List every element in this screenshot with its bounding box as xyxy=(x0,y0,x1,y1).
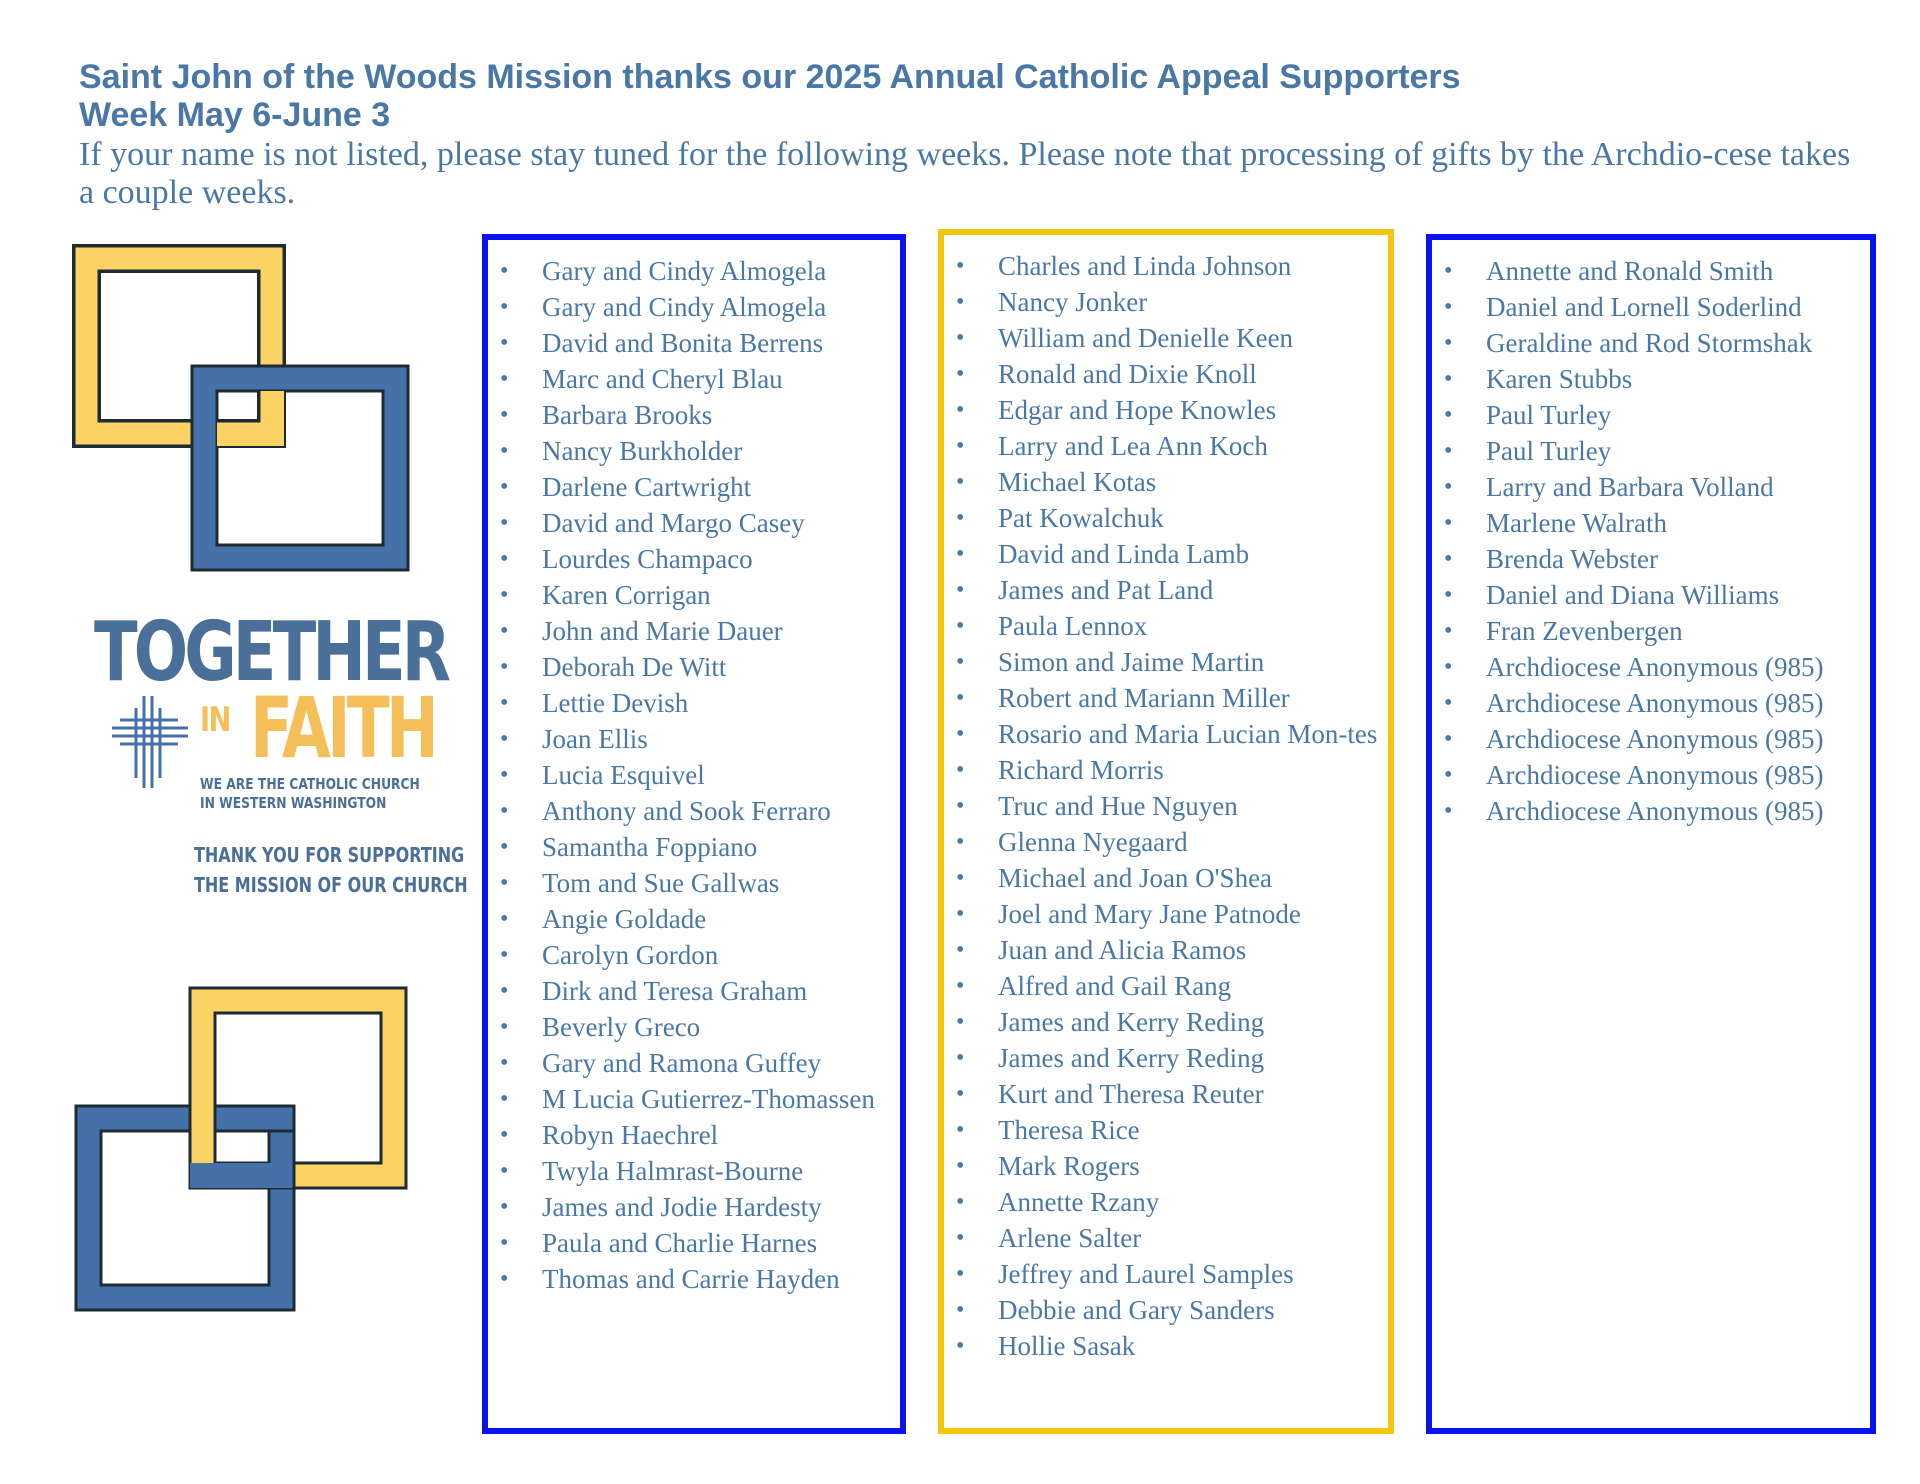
logo-thanks-line2: THE MISSION OF OUR CHURCH xyxy=(194,873,468,897)
supporter-name: • Michael Kotas xyxy=(944,467,1378,497)
supporter-name: • Marlene Walrath xyxy=(1432,508,1860,538)
logo-thanks-line1: THANK YOU FOR SUPPORTING xyxy=(194,843,465,867)
supporter-name: • Gary and Cindy Almogela xyxy=(488,292,890,322)
supporter-name: • Geraldine and Rod Stormshak xyxy=(1432,328,1860,358)
logo-faith: FAITH xyxy=(250,679,435,777)
supporter-name: • Arlene Salter xyxy=(944,1223,1378,1253)
supporter-name: • Joel and Mary Jane Patnode xyxy=(944,899,1378,929)
supporters-column-3 xyxy=(1426,234,1876,1434)
supporter-name: • Carolyn Gordon xyxy=(488,940,890,970)
supporter-name: • Daniel and Diana Williams xyxy=(1432,580,1860,610)
supporter-name: • Robyn Haechrel xyxy=(488,1120,890,1150)
supporter-name: • Debbie and Gary Sanders xyxy=(944,1295,1378,1325)
supporter-name: • Paul Turley xyxy=(1432,400,1860,430)
supporter-name: • Paula Lennox xyxy=(944,611,1378,641)
supporter-name: • Fran Zevenbergen xyxy=(1432,616,1860,646)
supporter-name: • Rosario and Maria Lucian Mon-tes xyxy=(944,719,1378,749)
supporter-name: • Samantha Foppiano xyxy=(488,832,890,862)
supporter-name: • Hollie Sasak xyxy=(944,1331,1378,1361)
supporters-list-3 xyxy=(1432,256,1860,826)
logo-thanks xyxy=(194,840,468,900)
supporter-name: • Tom and Sue Gallwas xyxy=(488,868,890,898)
supporter-name: • Lucia Esquivel xyxy=(488,760,890,790)
supporters-column-2 xyxy=(938,229,1394,1434)
interlocking-squares-bottom-icon xyxy=(72,984,422,1324)
supporter-name: • Annette Rzany xyxy=(944,1187,1378,1217)
supporter-name: • Mark Rogers xyxy=(944,1151,1378,1181)
supporter-name: • Anthony and Sook Ferraro xyxy=(488,796,890,826)
supporters-column-1 xyxy=(482,234,906,1434)
page-header xyxy=(79,58,1869,212)
intro-text: If your name is not listed, please stay tuned for the following weeks. Please note that processing of gifts by the Archdio-cese takes a couple weeks. xyxy=(79,136,1851,211)
supporter-name: • Paula and Charlie Harnes xyxy=(488,1228,890,1258)
supporter-name: • David and Margo Casey xyxy=(488,508,890,538)
logo-in: IN xyxy=(200,700,230,740)
supporter-name: • Larry and Lea Ann Koch xyxy=(944,431,1378,461)
supporter-name: • Kurt and Theresa Reuter xyxy=(944,1079,1378,1109)
supporter-name: • Simon and Jaime Martin xyxy=(944,647,1378,677)
supporter-name: • James and Kerry Reding xyxy=(944,1043,1378,1073)
supporter-name: • David and Bonita Berrens xyxy=(488,328,890,358)
supporter-name: • Brenda Webster xyxy=(1432,544,1860,574)
supporter-name: • Karen Corrigan xyxy=(488,580,890,610)
supporter-name: • Lettie Devish xyxy=(488,688,890,718)
supporter-name: • Gary and Ramona Guffey xyxy=(488,1048,890,1078)
supporter-name: • Angie Goldade xyxy=(488,904,890,934)
supporter-name: • James and Jodie Hardesty xyxy=(488,1192,890,1222)
supporter-name: • Ronald and Dixie Knoll xyxy=(944,359,1378,389)
supporter-name: • Archdiocese Anonymous (985) xyxy=(1432,652,1860,682)
supporter-name: • Theresa Rice xyxy=(944,1115,1378,1145)
supporter-name: • Beverly Greco xyxy=(488,1012,890,1042)
supporters-list-1 xyxy=(488,256,890,1294)
supporter-name: • Joan Ellis xyxy=(488,724,890,754)
supporter-name: • Truc and Hue Nguyen xyxy=(944,791,1378,821)
supporter-name: • Karen Stubbs xyxy=(1432,364,1860,394)
supporter-name: • Lourdes Champaco xyxy=(488,544,890,574)
logo-tagline xyxy=(200,775,420,813)
supporter-name: • Annette and Ronald Smith xyxy=(1432,256,1860,286)
cross-icon xyxy=(110,694,190,790)
supporter-name: • Darlene Cartwright xyxy=(488,472,890,502)
supporter-name: • Thomas and Carrie Hayden xyxy=(488,1264,890,1294)
supporters-list-2 xyxy=(944,251,1378,1361)
supporter-name: • Robert and Mariann Miller xyxy=(944,683,1378,713)
supporter-name: • Alfred and Gail Rang xyxy=(944,971,1378,1001)
supporter-name: • David and Linda Lamb xyxy=(944,539,1378,569)
supporter-name: • Larry and Barbara Volland xyxy=(1432,472,1860,502)
supporter-name: • Paul Turley xyxy=(1432,436,1860,466)
supporter-name: • Jeffrey and Laurel Samples xyxy=(944,1259,1378,1289)
supporter-name: • Barbara Brooks xyxy=(488,400,890,430)
supporter-name: • James and Kerry Reding xyxy=(944,1007,1378,1037)
supporter-name: • Daniel and Lornell Soderlind xyxy=(1432,292,1860,322)
supporter-name: • Archdiocese Anonymous (985) xyxy=(1432,688,1860,718)
logo-together: TOGETHER xyxy=(94,605,448,700)
supporter-name: • Nancy Jonker xyxy=(944,287,1378,317)
supporter-name: • Charles and Linda Johnson xyxy=(944,251,1378,281)
interlocking-squares-top-icon xyxy=(68,240,418,580)
logo-tagline-line2: IN WESTERN WASHINGTON xyxy=(200,794,387,812)
supporter-name: • Edgar and Hope Knowles xyxy=(944,395,1378,425)
supporter-name: • Archdiocese Anonymous (985) xyxy=(1432,724,1860,754)
supporter-name: • Archdiocese Anonymous (985) xyxy=(1432,760,1860,790)
logo-tagline-line1: WE ARE THE CATHOLIC CHURCH xyxy=(200,775,420,793)
supporter-name: • Deborah De Witt xyxy=(488,652,890,682)
supporter-name: • Juan and Alicia Ramos xyxy=(944,935,1378,965)
supporter-name: • Glenna Nyegaard xyxy=(944,827,1378,857)
supporter-name: • Marc and Cheryl Blau xyxy=(488,364,890,394)
supporter-name: • Nancy Burkholder xyxy=(488,436,890,466)
supporter-name: • John and Marie Dauer xyxy=(488,616,890,646)
supporter-name: • Dirk and Teresa Graham xyxy=(488,976,890,1006)
supporter-name: • Archdiocese Anonymous (985) xyxy=(1432,796,1860,826)
supporter-name: • Twyla Halmrast-Bourne xyxy=(488,1156,890,1186)
supporter-name: • Richard Morris xyxy=(944,755,1378,785)
page-title: Saint John of the Woods Mission thanks our 2025 Annual Catholic Appeal Supporters xyxy=(79,58,1461,96)
supporter-name: • M Lucia Gutierrez-Thomassen xyxy=(488,1084,890,1114)
supporter-name: • William and Denielle Keen xyxy=(944,323,1378,353)
page-subtitle: Week May 6-June 3 xyxy=(79,96,391,134)
supporter-name: • Gary and Cindy Almogela xyxy=(488,256,890,286)
supporter-name: • James and Pat Land xyxy=(944,575,1378,605)
supporter-name: • Pat Kowalchuk xyxy=(944,503,1378,533)
supporter-name: • Michael and Joan O'Shea xyxy=(944,863,1378,893)
